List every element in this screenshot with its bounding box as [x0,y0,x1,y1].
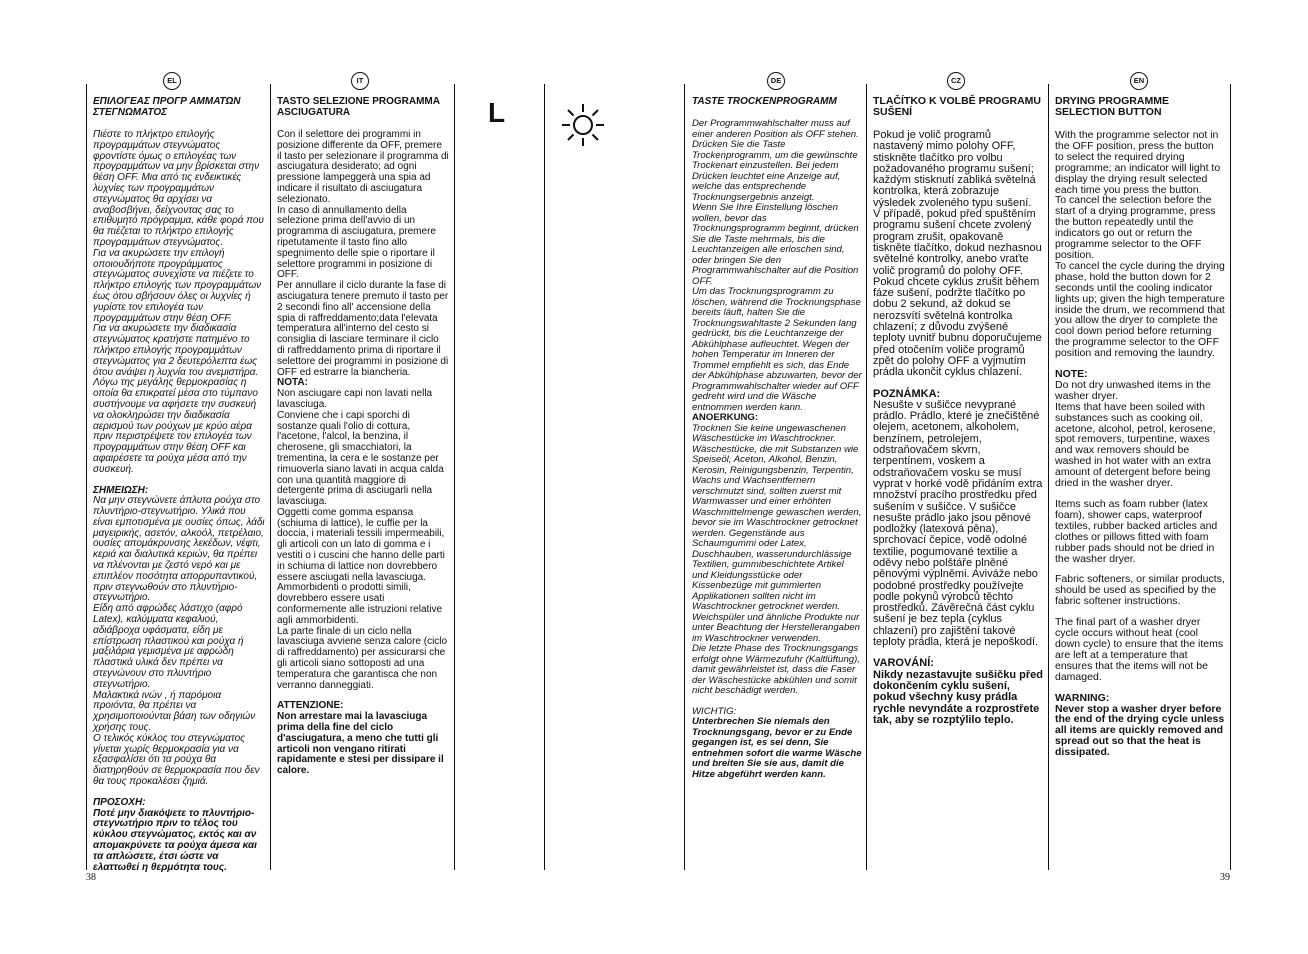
note-label: ΣΗΜΕΙΩΣΗ: [93,484,149,496]
section-title: TASTE TROCKENPROGRAMM [692,96,837,107]
divider-left-outer [86,84,87,870]
note-text-4: The final part of a washer dryer cycle occurs without heat (cool down cycle) to ensure that the items are left at a temperature that ensures that the items will not be damaged. [1055,616,1224,683]
note-text: Do not dry unwashed items in the washer dryer. Items that have been soiled with substances such as cooking oil, acetone, alcohol, petrol, kerosene, spot removers, turpentine, waxes and wax removers should be washed in hot water with an extra amount of detergent before being dried in the washer dryer. [1055,378,1216,490]
warning-label: ATTENZIONE: [277,700,344,712]
instructions-text: With the programme selector not in the OFF position, press the button to select the required drying programme; an indicator will light to display the drying result selected each time you press the button. To cancel the selection before the start of a drying programme, press the button repeatedly until the indicators go out or return the programme selector to the OFF position. To cancel the cycle during the drying phase, hold the button down for 2 seconds until the cooling indicator lights up; given the high temperature inside the drum, we recommend that you allow the dryer to complete the cool down period before returning the programme selector to the OFF position and removing the laundry. [1055,129,1225,360]
note-text: Trocknen Sie keine ungewaschenen Wäschestücke im Waschtrockner. Wäschestücke, die mit Substanzen wie Speiseöl, Aceton, Alkohol, Benzin, Kerosin, Reinigungsbenzin, Terpentin, Wachs und Wachsentfernern verschmutzt sind, sollten zuerst mit Warmwasser und einer erhöhten Waschmittelmenge gewaschen werden, bevor sie im Waschtrockner getrocknet werden. Gegenstände aus Schaumgummi oder Latex, Duschhauben, wasserundurchlässige Textilien, gummibeschichtete Artikel und Kleidungsstücke oder Kissenbezüge mit gummierten Applikationen sollten nicht im Waschtrockner getrocknet werden. Weichspüler und ähnliche Produkte nur unter Beachtung der Herstellerangaben im Waschtrockner verwenden. Die letzte Phase des Trocknungsgangs erfolgt ohne Wärmezufuhr (Kaltlüftung), damit gewährleistet ist, dass die Faser der Wäschestücke abkühlen und somit nicht beschädigt werden. [692,422,862,696]
warning-label: WICHTIG: [692,705,737,717]
divider-el-it [270,84,271,870]
divider-right-outer [1230,84,1231,870]
warning-text: Ποτέ μην διακόψετε το πλυντήριο-στεγνωτήριο πριν το τέλος του κύκλου στεγνώματος, εκτός και αν απομακρύνετε τα ρούχα άμεσα και τα απλώσετε, έτσι ώστε να ελαττωθεί η θερμότητα τους. [93,807,257,873]
note-label: ANOERKUNG: [692,412,759,423]
section-letter: L [488,97,506,128]
instructions-text: Der Programmwahlschalter muss auf einer anderen Position als OFF stehen. Drücken Sie die Taste Trockenprogramm, um die gewünschte Trockenart einzustellen. Bei jedem Drücken leuchtet eine Anzeige auf, welche das entsprechende Trocknungsergebnis anzeigt. Wenn Sie Ihre Einstellung löschen wollen, bevor das Trocknungsprogramm beginnt, drücken Sie die Taste mehrmals, bis die Leuchtanzeigen alle erloschen sind, oder bringen Sie den Programmwahlschalter auf die Position OFF. Um das Trocknungsprogramm zu löschen, während die Trocknungsphase bereits läuft, halten Sie die Trocknungswahltaste 2 Sekunden lang gedrückt, bis die Leuchtanzeige der Abkühlphase aufleuchtet. Wegen der hohen Temperatur im Inneren der Trommel empfiehlt es sich, das Ende der Abkühlphase abzuwarten, bevor der Programmwahlschalter wieder auf OFF gedreht wird und die Wäsche entnommen werden kann. [692,118,862,413]
note-text: Non asciugare capi non lavati nella lavasciuga. Conviene che i capi sporchi di sostanze quali l'olio di cottura, l'acetone, l'alcol, la benzina, il cherosene, gli smacchiatori, la trementina, la cera e le sostanze per rimuoverla siano lavati in acqua calda con una quantità maggiore di detergente prima di asciugarli nella lavasciuga. Oggetti come gomma espansa (schiuma di lattice), le cuffie per la doccia, i materiali tessili impermeabili, gli articoli con un lato di gomma e i vestiti o i cuscini che hanno delle parti in schiuma di lattice non dovrebbero essere asciugati nella lavasciuga. Ammorbidenti o prodotti simili, dovrebbero essere usati conformemente alle istruzioni relative agli ammorbidenti. La parte finale di un ciclo nella lavasciuga avviene senza calore (ciclo di raffreddamento) per assicurarsi che gli articoli siano sottoposti ad una temperatura che garantisca che non verranno danneggiati. [277,388,448,691]
instructions-text: Πιέστε το πλήκτρο επιλογής προγραμμάτων στεγνώματος φροντίστε όμως ο επιλογέας των προγραμμάτων να μην βρίσκεται στην θέση OFF. Μια από τις ενδεικτικές λυχνίες των προγραμμάτων στεγνώματος θα αρχίσει να αναβοσβήνει, δείχνοντας σας το επιθυμητό πρόγραμμα, κάθε φορά που θα πιέζεται το πλήκτρο επιλογής προγραμμάτων στεγνώματος. Για να ακυρώσετε την επιλογή οποιουδήποτε προγράμματος στεγνώματος συνεχίστε να πιέζετε το πλήκτρο επιλογής των προγραμμάτων έως ότου σβήσουν όλες οι λυχνίες ή γυρίστε τον επιλογέα των προγραμμάτων στην θέση OFF. Για να ακυρώσετε την διαδικασία στεγνώματος κρατήστε πατημένο το πλήκτρο επιλογής προγραμμάτων στεγνώματος για 2 δευτερόλεπτα έως ότου ανάψει η λυχνία του ανεμιστήρα. Λόγω της μεγάλης θερμοκρασίας η οποία θα επικρατεί μέσα στο τύμπανο συστήνουμε να αφήσετε την συσκευή να ολοκληρώσει την διαδικασία αερισμού των ρούχων με κρύο αέρα πριν περιστρέψετε τον επιλογέα των προγραμμάτων στην θέση OFF και αφαιρέσετε τα ρούχα μέσα από την συσκευή. [93,129,264,475]
divider-cz-en [1048,84,1049,870]
warning-text: Never stop a washer dryer before the end of the drying cycle unless all items are quickly removed and spread out so that the heat is dissipated. [1055,702,1225,759]
divider-it-l [454,84,455,870]
language-badge-el: EL [163,72,181,90]
note-text: Να μην στεγνώνετε άπλυτα ρούχα στο πλυντήριο-στεγνωτήριο. Υλικά που είναι εμποτισμένα με ουσίες όπως, λάδι μαγειρικής, ασετόν, αλκοόλ, πετρέλαιο, ουσίες απομάκρυνσης λεκέδων, νέφτι, κεριά και διαλυτικά κεριών, θα πρέπει να πλένονται με ζεστό νερό και με επιπλέον ποσότητα απορρυπαντικού, πριν στεγνωθούν στο πλυντήριο-στεγνωτήριο. Είδη από αφρώδες λάστιχο (αφρό Latex), καλύμματα κεφαλιού, αδιάβροχα υφάσματα, είδη με επίστρωση πλαστικού και ρούχα ή μαξιλάρια γεμισμένα με αφρώδη πλαστικά υλικά δεν πρέπει να στεγνώνουν στο πλυντήριο στεγνωτήριο. Μαλακτικά ινών , ή παρόμοια προιόντα, θα πρέπει να χρησιμοποιούνται βάση των οδηγιών χρήσης τους. Ο τελικός κύκλος του στεγνώματος γίνεται χωρίς θερμοκρασία για να εξασφαλίσει ότι τα ρούχα θα διατηρηθούν σε θερμοκρασία που δεν θα τους προκαλέσει ζημιά. [93,495,265,788]
page-number-left: 38 [86,872,96,883]
note-label: POZNÁMKA: [873,387,941,400]
language-badge-it: IT [351,72,369,90]
instructions-text: Con il selettore dei programmi in posizione differente da OFF, premere il tasto per selezionare il programma di asciugatura desiderato; ad ogni pressione lampeggerà una spia ad indicare il risultato di asciugatura selezionato. In caso di annullamento della selezione prima dell'avvio di un programma di asciugatura, premere ripetutamente il tasto fino allo spegnimento delle spie o riportare il selettore programmi in posizione di OFF. Per annullare il ciclo durante la fase di asciugatura tenere premuto il tasto per 2 secondi fino all' accensione della spia di raffreddamento;data l'elevata temperatura all'interno del cesto si consiglia di lasciare terminare il ciclo di raffreddamento prima di riportare il selettore dei programmi in posizione di OFF ed estrarre la biancheria. [277,129,449,378]
divider-icon-de [684,84,685,870]
language-badge-cz: CZ [947,72,965,90]
note-label: NOTA: [277,377,308,389]
warning-label: ΠΡΟΣΟΧΗ: [93,796,146,808]
note-text: Nesušte v sušičce nevyprané prádlo. Prádlo, které je znečištěné olejem, acetonem, alkoholem, benzínem, petrolejem, odstraňovačem skvrn, terpentínem, voskem a odstraňovačem vosku se musí vyprat v horké vodě přidáním extra množství pracího prostředku před sušením v sušičce. V sušičce nesušte prádlo jako jsou pěnové podložky (latexová pěna), sprchovací čepice, vodě odolné textilie, pogumované textilie a oděvy nebo polštáře plněné pěnovými výplněmi. Aviváže nebo podobné prostředky používejte podle pokynů výrobců těchto prostředků. Závěrečná část cyklu sušení je bez tepla (cyklus chlazení) pro zajištění takové teploty prádla, která je nepoškodí. [873,398,1043,649]
section-title: ΕΠΙΛΟΓΕΑΣ ΠΡΟΓΡ ΑΜΜΑΤΩΝ ΣΤΕΓΝΩΜΑΤΟΣ [93,96,241,118]
language-badge-en: EN [1130,72,1148,90]
warning-text: Nikdy nezastavujte sušičku před dokončením cyklu sušení, pokud všechny kusy prádla rychle nevyndáte a rozprostřete tak, aby se rozptýlilo teplo. [873,668,1043,726]
warning-text: Non arrestare mai la lavasciuga prima della fine del ciclo d'asciugatura, a meno che tutti gli articoli non vengano ritirati rapidamente e stesi per dissipare il calore. [277,711,444,777]
section-title: DRYING PROGRAMME SELECTION BUTTON [1055,95,1169,118]
warning-label: WARNING: [1055,691,1110,704]
note-text-2: Items such as foam rubber (latex foam), shower caps, waterproof textiles, rubber backed articles and clothes or pillows fitted with foam rubber pads should not be dried in the washer dryer. [1055,498,1218,565]
instructions-text: Pokud je volič programů nastavený mimo polohy OFF, stiskněte tlačítko pro volbu požadovaného programu sušení; každým stisknutí zabliká světelná kontrolka, která zobrazuje výsledek zvoleného typu sušení. V případě, pokud před spuštěním programu sušení chcete zvolený program zrušit, opakovaně tiskněte tlačítko, dokud nezhasnou světelné kontrolky, anebo vraťte volič programů do polohy OFF. Pokud chcete cyklus zrušit během fáze sušení, podržte tlačítko po dobu 2 sekund, až dokud se nerozsvítí světelná kontrolka chlazení; z důvodu zvýšené teploty uvnitř bubnu doporučujeme před otočením voliče programů zpět do polohy OFF a vyjmutím prádla ukončit cyklus chlazení. [873,129,1042,379]
note-label: NOTE: [1055,368,1088,381]
section-title: TLAČÍTKO K VOLBĚ PROGRAMU SUŠENÍ [873,95,1041,118]
divider-de-cz [866,84,867,870]
language-badge-de: DE [767,72,785,90]
divider-l-icon [544,84,545,870]
warning-label: VAROVÁNÍ: [873,657,934,670]
note-text-3: Fabric softeners, or similar products, should be used as specified by the fabric softener instructions. [1055,573,1225,608]
sun-icon [560,102,606,148]
page-number-right: 39 [1220,872,1230,883]
warning-text: Unterbrechen Sie niemals den Trocknungsgang, bevor er zu Ende gegangen ist, es sei denn, Sie entnehmen sofort die warme Wäsche und breiten Sie sie aus, damit die Hitze abgeführt werden kann. [692,716,862,780]
section-title: TASTO SELEZIONE PROGRAMMA ASCIUGATURA [277,96,440,118]
